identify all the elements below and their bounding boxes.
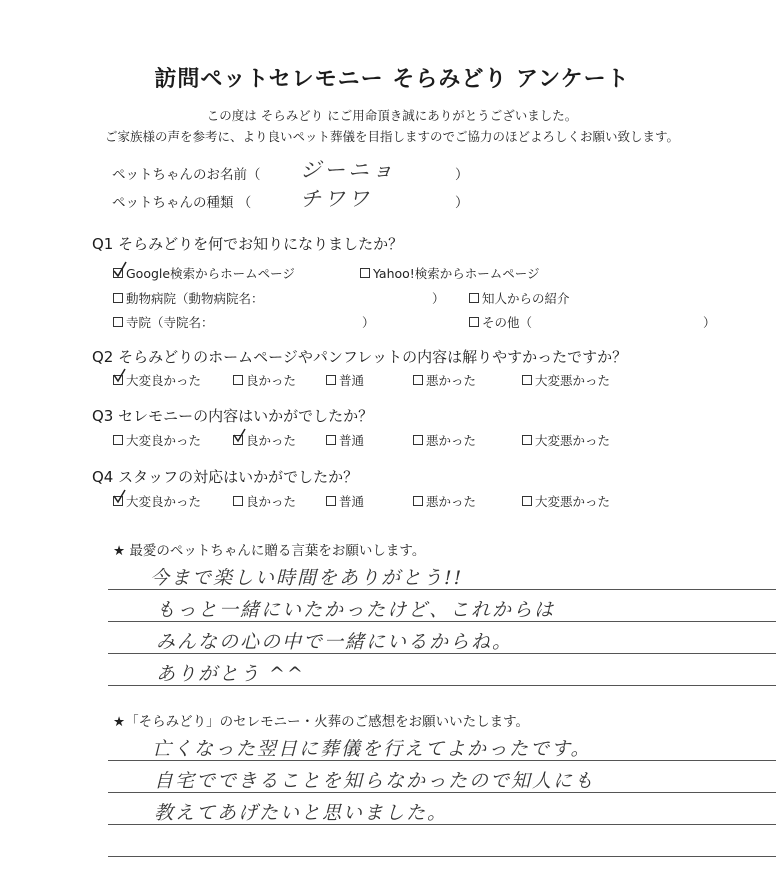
pet-name-label: ペットちゃんのお名前（: [112, 167, 261, 183]
pet-type-value[interactable]: チワワ: [300, 187, 372, 211]
option-label: Google検索からホームページ: [126, 266, 295, 281]
pet-name-close: ）: [455, 167, 469, 183]
option-label: 大変悪かった: [535, 433, 611, 448]
option-label: 大変悪かった: [535, 494, 611, 509]
q1-question: Q1 そらみどりを何でお知りになりましたか？: [92, 235, 404, 253]
impression-line-2[interactable]: 自宅でできることを知らなかったので知人にも: [154, 770, 596, 792]
option-label: 良かった: [246, 433, 297, 448]
checkbox[interactable]: [113, 375, 123, 385]
option-label: 悪かった: [426, 494, 477, 509]
intro-line-1: この度は そらみどり にご用命頂き誠にありがとうございました。: [206, 108, 578, 123]
pet-type-label: ペットちゃんの種類 （: [112, 195, 252, 211]
option-label: Yahoo!検索からホームページ: [373, 266, 540, 281]
option-label: 動物病院（動物病院名：: [126, 291, 264, 306]
checkbox[interactable]: [113, 293, 123, 303]
checkbox[interactable]: [113, 496, 123, 506]
q3-option-good[interactable]: [233, 431, 296, 449]
q2-question: Q2 そらみどりのホームページやパンフレットの内容は解りやすかったですか？: [92, 348, 628, 366]
q4-option-very-good[interactable]: [113, 492, 201, 510]
q1-option-yahoo[interactable]: [360, 264, 540, 282]
check-mark-icon: [232, 429, 246, 443]
option-label: 普通: [339, 373, 365, 388]
pet-type-close: ）: [455, 195, 469, 211]
check-mark-icon: [112, 369, 126, 383]
checkbox[interactable]: [326, 375, 336, 385]
q1-option-acquaintance[interactable]: [469, 289, 570, 307]
check-mark-icon: [112, 262, 128, 278]
option-label: 大変悪かった: [535, 373, 611, 388]
q2-option-very-bad[interactable]: [522, 371, 610, 389]
q1-temple-close: ）: [362, 315, 375, 330]
impression-heading: ★「そらみどり」のセレモニー・火葬のご感想をお願いいたします。: [113, 714, 530, 730]
q3-option-very-bad[interactable]: [522, 431, 610, 449]
message-heading: ★ 最愛のペットちゃんに贈る言葉をお願いします。: [113, 543, 426, 559]
q4-option-average[interactable]: [326, 492, 364, 510]
option-label: 良かった: [246, 494, 297, 509]
checkbox[interactable]: [522, 375, 532, 385]
q1-option-other[interactable]: [469, 313, 532, 331]
checkbox[interactable]: [113, 435, 123, 445]
intro-line-2: ご家族様の声を参考に、より良いペット葬儀を目指しますのでご協力のほどよろしくお願い致します。: [104, 129, 679, 144]
checkbox[interactable]: [469, 317, 479, 327]
impression-line-1[interactable]: 亡くなった翌日に葬儀を行えてよかったです。: [152, 738, 592, 760]
q2-option-average[interactable]: [326, 371, 364, 389]
checkbox[interactable]: [522, 496, 532, 506]
checkbox[interactable]: [326, 496, 336, 506]
checkbox[interactable]: [469, 293, 479, 303]
checkbox[interactable]: [413, 375, 423, 385]
q3-question: Q3 セレモニーの内容はいかがでしたか？: [92, 407, 374, 425]
q2-option-good[interactable]: [233, 371, 296, 389]
option-label: 普通: [339, 494, 365, 509]
message-line-4[interactable]: ありがとう ^^: [156, 663, 305, 685]
q1-option-animal-hospital[interactable]: [113, 289, 264, 307]
q3-option-very-good[interactable]: [113, 431, 201, 449]
checkbox[interactable]: [233, 496, 243, 506]
option-label: 大変良かった: [126, 433, 202, 448]
message-line-1[interactable]: 今まで楽しい時間をありがとう!!: [150, 567, 464, 589]
option-label: 寺院（寺院名：: [126, 315, 214, 330]
option-label: 大変良かった: [126, 373, 202, 388]
q4-question: Q4 スタッフの対応はいかがでしたか？: [92, 468, 359, 486]
q3-option-bad[interactable]: [413, 431, 476, 449]
q4-option-very-bad[interactable]: [522, 492, 610, 510]
q1-hospital-close: ）: [432, 291, 445, 306]
rule-line: [108, 856, 776, 857]
option-label: 悪かった: [426, 433, 477, 448]
checkbox[interactable]: [113, 268, 123, 278]
option-label: 悪かった: [426, 373, 477, 388]
q2-option-very-good[interactable]: [113, 371, 201, 389]
checkbox[interactable]: [113, 317, 123, 327]
q1-other-close: ）: [703, 315, 716, 330]
q1-option-temple[interactable]: [113, 313, 214, 331]
q4-option-bad[interactable]: [413, 492, 476, 510]
option-label: 普通: [339, 433, 365, 448]
checkbox[interactable]: [233, 435, 243, 445]
message-line-2[interactable]: もっと一緒にいたかったけど、これからは: [156, 599, 556, 621]
checkbox[interactable]: [233, 375, 243, 385]
pet-name-value[interactable]: ジーニョ: [300, 158, 396, 182]
checkbox[interactable]: [522, 435, 532, 445]
option-label: 大変良かった: [126, 494, 202, 509]
message-line-3[interactable]: みんなの心の中で一緒にいるからね。: [156, 631, 514, 653]
option-label: その他（: [482, 315, 533, 330]
survey-title: 訪問ペットセレモニー そらみどり アンケート: [154, 67, 630, 92]
checkbox[interactable]: [413, 435, 423, 445]
q3-option-average[interactable]: [326, 431, 364, 449]
impression-line-3[interactable]: 教えてあげたいと思いました。: [154, 802, 449, 824]
checkbox[interactable]: [413, 496, 423, 506]
check-mark-icon: [112, 490, 126, 504]
q1-option-google[interactable]: [113, 264, 295, 282]
checkbox[interactable]: [326, 435, 336, 445]
q2-option-bad[interactable]: [413, 371, 476, 389]
option-label: 良かった: [246, 373, 297, 388]
option-label: 知人からの紹介: [482, 291, 570, 306]
q4-option-good[interactable]: [233, 492, 296, 510]
checkbox[interactable]: [360, 268, 370, 278]
